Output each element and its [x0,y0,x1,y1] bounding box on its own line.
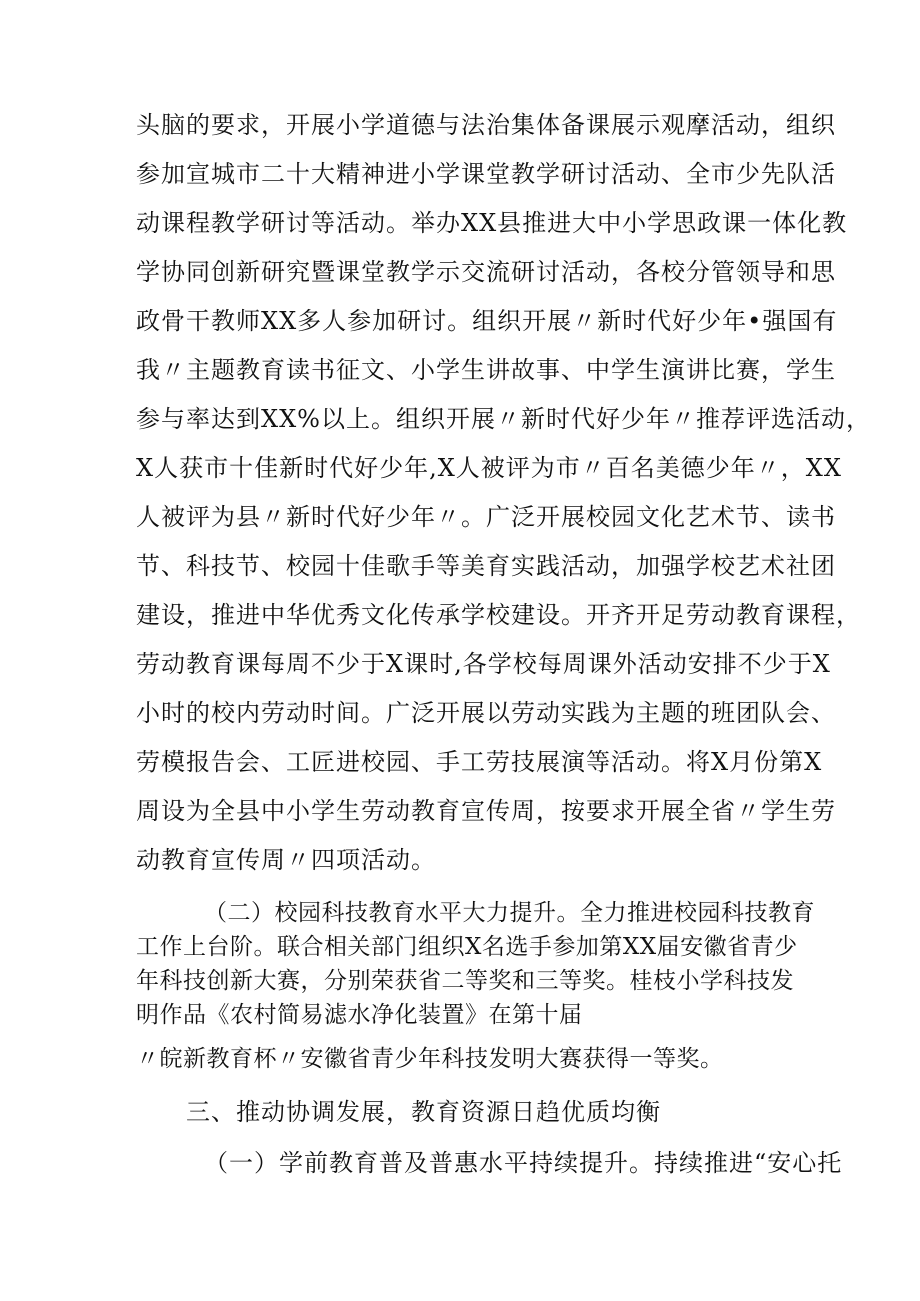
text-line: 明作品《农村简易滤水净化装置》在第十届 [136,1002,583,1028]
text-line: （一）学前教育普及普惠水平持续提升。持续推进“安心托 [204,1149,843,1177]
text-line: （二）校园科技教育水平大力提升。全力推进校园科技教育 [204,900,815,926]
text-line: 头脑的要求，开展小学道德与法治集体备课展示观摩活动，组织 [136,111,836,139]
text-line: 动教育宣传周〃四项活动。 [136,846,436,874]
text-line: 我〃主题教育读书征文、小学生讲故事、中学生演讲比赛，学生 [136,356,836,384]
text-line: 参加宣城市二十大精神进小学课堂教学研讨活动、全市少先队活 [136,160,836,188]
text-line: 周设为全县中小学生劳动教育宣传周，按要求开展全省〃学生劳 [136,797,836,825]
text-line: 劳模报告会、工匠进校园、手工劳技展演等活动。将X月份第X [136,748,823,776]
text-line: 节、科技节、校园十佳歌手等美育实践活动，加强学校艺术社团 [136,552,836,580]
text-line: 工作上台阶。联合相关部门组织X名选手参加第XX届安徽省青少 [136,934,798,960]
text-line: 动课程教学研讨等活动。举办XX县推进大中小学思政课一体化教 [136,209,848,237]
section-heading: 三、推动协调发展，教育资源日趋优质均衡 [186,1098,661,1126]
text-line: 〃皖新教育杯〃安徽省青少年科技发明大赛获得一等奖。 [136,1046,724,1072]
text-line: 人被评为县〃新时代好少年〃。广泛开展校园文化艺术节、读书 [136,503,836,531]
text-line: 小时的校内劳动时间。广泛开展以劳动实践为主题的班团队会、 [136,699,836,727]
text-line: 学协同创新研究暨课堂教学示交流研讨活动，各校分管领导和思 [136,258,836,286]
text-line: 建设，推进中华优秀文化传承学校建设。开齐开足劳动教育课程， [136,601,861,629]
text-line: 参与率达到XX%以上。组织开展〃新时代好少年〃推荐评选活动， [136,405,871,433]
text-line: X人获市十佳新时代好少年,X人被评为市〃百名美德少年〃，XX [136,454,842,482]
text-line: 年科技创新大赛，分别荣获省二等奖和三等奖。桂枝小学科技发 [136,968,794,994]
text-line: 政骨干教师XX多人参加研讨。组织开展〃新时代好少年•强国有 [136,307,838,335]
text-line: 劳动教育课每周不少于X课时,各学校每周课外活动安排不少于X [136,650,831,678]
